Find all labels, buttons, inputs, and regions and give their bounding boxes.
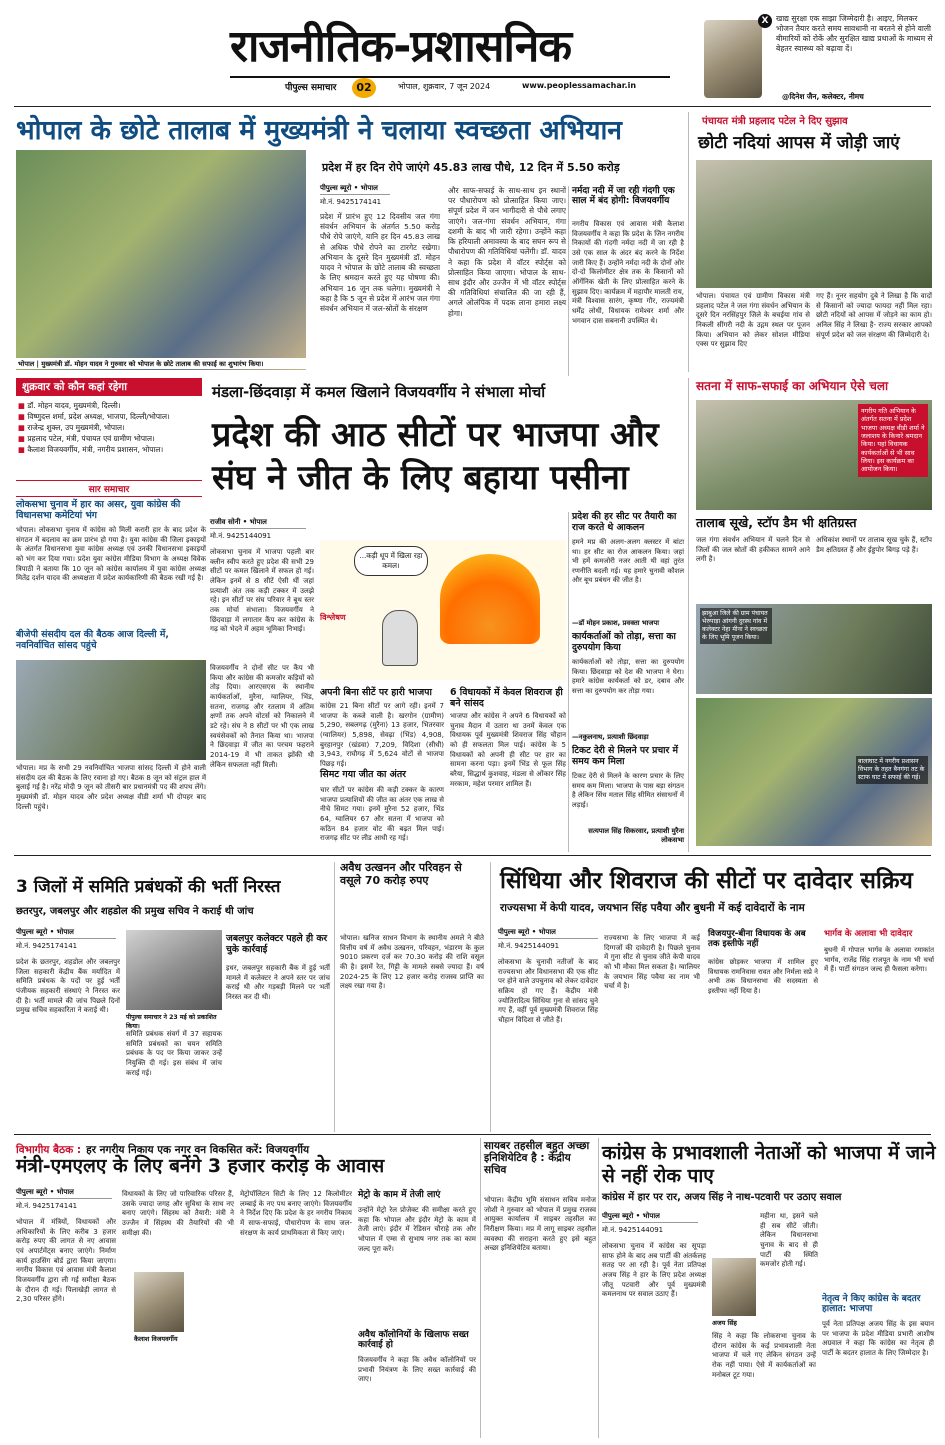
dam-col2: अधिकांश स्थानों पर तालाब सूख चुके हैं, स्टॉप डैम क्षतिग्रस्त हैं और ईड्डपोर बिगड़ पड़े हैं।: [816, 536, 932, 554]
sanchi-text: भोपाल। केंद्रीय भूमि संसाधन सचिव मनोज जोशी ने गुरुवार को भोपाल में प्रमुख राजस्व आयुक्त कार्यालय में साइबर तहसील का निरीक्षण किया। मप्र में लागू साइबर तहसील व्यवस्था की सराहना करते हुए इसे बहुत अच्छा इनिशियेटिव बताया।: [484, 1196, 596, 1253]
sar-samachar-title: सार समाचार: [16, 480, 202, 497]
main-byline: राजीव सोनी • भोपाल: [210, 518, 306, 529]
mining-headline: अवैध उत्खनन और परिवहन से वसूले 70 करोड़ रुपए: [340, 861, 462, 887]
dam-headline: तालाब सूखे, स्टॉप डैम भी क्षतिग्रस्त: [696, 515, 857, 530]
eight-head2: सिमट गया जीत का अंतर: [320, 769, 406, 780]
eight-text1: कांग्रेस 21 बिना सीटों पर आगे रही। इनमें 7 भाजपा के कब्जे वाली है। खरगोन (ग्रामीण) 5,290, सबलगढ़ (मुरैना) 13 हजार, भितरवार (ग्वालियर) 5,898, सेवढ़ा (भिंड) 4,908, बुरहानपुर (खंडवा) 7,209, विदिशा (सीधी) 3,943, राघौगढ़ में 5,624 वोटों से भाजपा पिछड़ गई।: [320, 702, 444, 768]
meeting-col4-text: उन्होंने मेट्रो रेल प्रोजेक्ट की समीक्षा करते हुए कहा कि भोपाल और इंदौर मेट्रो के काम में तेजी लाएं। इंदौर में रेडिसन चौराहे तक और भोपाल में एम्स से सुभाष नगर तक का काम जल्द पूरा करें।: [358, 1206, 476, 1253]
scindia-box2-text: बुधनी में गोपाल भार्गव के अलावा रमाकांत भार्गव, राजेंद्र सिंह राजपूत के नाम भी चर्चा में हैं। पार्टी संगठन जल्द ही फैसला करेगा।: [824, 946, 934, 974]
main-col2: विजयवर्गीय ने दोनों सीट पर कैंप भी किया और कांग्रेस की कमजोर कड़ियों को तोड़ दिया। आरएसएस के स्थानीय कार्यकर्ताओं, मुरैना, ग्वालियर, भिंड, सतना, राजगढ़ और रतलाम में अंतिम क्षणों तक अपने वोटर्स को निकालने में डटे रहे। संघ ने 8 सीटों पर भी एक लाख स्वयंसेवकों को तैनात किया था। भाजपा ने छिंदवाड़ा में जीत का परचम फहराने 2014-19 में भी ताकत झोंकी थी लेकिन सफलता नहीं मिली।: [210, 664, 314, 769]
rss-quote1: —डॉ मोहन प्रकाश, प्रवक्ता भाजपा: [572, 619, 660, 627]
congress-byline: पीपुल्स ब्यूरो • भोपाल: [602, 1212, 698, 1223]
dam-caption2: बालाघाट में नगरीय प्रशासन विभाग के तहत बैनगंगा तट के स्टाफ घाट में सफाई की गई।: [856, 756, 928, 784]
scindia-mobile: मो.नं. 9425144091: [498, 942, 560, 950]
main-col1: लोकसभा चुनाव में भाजपा पहली बार क्लीन स्वीप करते हुए प्रदेश की सभी 29 सीटों पर कमल खिलाने में सफल हो गई। लेकिन इनमें से 8 सीटें ऐसी थीं जहां प्रत्याशी अंत तक कड़ी टक्कर में उलझे रहे। इन सीटों पर संघ परिवार ने बूथ स्तर तक मोर्चा संभाला। विजयवर्गीय ने छिंदवाड़ा में लगातार कैंप कर कांग्रेस के गढ़ को भेदने में अहम भूमिका निभाई।: [210, 548, 314, 634]
meeting-col3: मेट्रोपॉलिटन सिटी के लिए 12 किलोमीटर लम्बाई के नए पथ बनाए जाएंगे। विजयवर्गीय ने निर्देश दिए कि प्रदेश के हर नगरीय निकाय में साफ-सफाई, पौधारोपण के साथ जल-संरक्षण के कार्य प्राथमिकता से किए जाएं।: [240, 1190, 352, 1237]
eight-text2: चार सीटों पर कांग्रेस की कड़ी टक्कर के कारण भाजपा प्रत्याशियों की जीत का अंतर एक लाख से नीचे सिमट गया। इनमें मुरैना 52 हजार, भिंड 64, ग्वालियर 67 और सतना में भाजपा को कठिन 84 हजार वोट की बढ़त मिल पाई। राजगढ़ सीट पर लीड आधी रह गई।: [320, 786, 444, 843]
masthead-rule: [230, 76, 670, 78]
rss-quote2: —नकुलनाथ, प्रत्याशी छिंदवाड़ा: [572, 733, 649, 741]
paper-name: पीपुल्स समाचार: [285, 83, 337, 93]
scindia-subhead: राज्यसभा में केपी यादव, जयभान सिंह पवैया और बुधनी में कई दावेदारों के नाम: [500, 902, 805, 914]
masthead: [0, 0, 945, 105]
narmada-headline: नर्मदा नदी में जा रही गंदगी एक साल में बंद होगी: विजयवर्गीय: [572, 186, 675, 207]
story1-photo: [16, 150, 306, 370]
scindia-headline: सिंधिया और शिवराज की सीटों पर दावेदार सक्रिय: [500, 868, 913, 894]
sar-item2-photo: [16, 660, 206, 760]
tweet-box: [686, 8, 938, 100]
patel-headline: छोटी नदियां आपस में जोड़ी जाएं: [698, 133, 900, 153]
meeting-kicker-red: विभागीय बैठक :: [16, 1144, 82, 1156]
x-logo-icon: X: [758, 14, 772, 28]
list-item: ■ प्रहलाद पटेल, मंत्री, पंचायत एवं ग्रामीण भोपाल।: [18, 433, 208, 444]
scindia-box-head: विजयपुर-बीना विधायक के अब तक इस्तीफे नहीं: [708, 929, 806, 949]
sar-item1-head: लोकसभा चुनाव में हार का असर, युवा कांग्रेस की विधानसभा कमेटियां भंग: [16, 499, 181, 521]
rss-text1: हमने मप्र की अलग-अलग क्लस्टर में बांटा था। हर सीट का रोज आकलन किया। जहां भी हमें कमजोरी नजर आती थी वहां तुरंत रणनीति बदली गई। यह हमारे चुनावी कौशल और बूथ प्रबंधन की जीत है।: [572, 538, 684, 585]
congress-box-text: पूर्व नेता प्रतिपक्ष अजय सिंह के इस बयान पर भाजपा के प्रदेश मीडिया प्रभारी आशीष अग्रवाल ने कहा कि कांग्रेस का नेतृत्व ही पार्टी के बदतर हालात के लिए जिम्मेदार है।: [822, 1320, 934, 1357]
friday-list: [18, 400, 208, 456]
dist-byline: पीपुल्स ब्यूरो • भोपाल: [16, 928, 116, 939]
main-kicker: मंडला-छिंदवाड़ा में कमल खिलाने विजयवर्गीय ने संभाला मोर्चा: [212, 383, 546, 401]
congress-headline: कांग्रेस के प्रभावशाली नेताओं को भाजपा में जाने से नहीं रोक पाए: [602, 1142, 936, 1187]
meeting-col5-text: विजयवर्गीय ने कहा कि अवैध कॉलोनियों पर प्रभावी नियंत्रण के लिए सख्त कार्रवाई की जाए।: [358, 1356, 476, 1384]
rss-head1: प्रदेश की हर सीट पर तैयारी का राज करते थे आकलन: [572, 511, 677, 533]
cartoon-label: विश्लेषण: [320, 613, 346, 622]
dist-mobile: मो.नं. 9425174141: [16, 942, 78, 950]
dateline: भोपाल, शुक्रवार, 7 जून 2024: [398, 82, 491, 91]
patel-kicker: पंचायत मंत्री प्रहलाद पटेल ने दिए सुझाव: [702, 116, 848, 127]
list-item: ■ विष्णुदत्त शर्मा, प्रदेश अध्यक्ष, भाजपा, दिल्ली/भोपाल।: [18, 411, 208, 422]
patel-col2: गए हैं। नूनर सहयोग दुबे ने लिखा है कि वादों से किसानों को ज्यादा फायदा नहीं मिल रहा। छोटी नदियों को आपस में जोड़ने का काम हो। अनिल सिंह ने लिखा है- राज्य सरकार आपको संपूर्ण प्रदेश को जल संरक्षण की जिम्मेदारी दे।: [816, 292, 932, 339]
congress-subhead: कांग्रेस में हार पर रार, अजय सिंह ने नाथ-पटवारी पर उठाए सवाल: [602, 1192, 842, 1203]
top-rule: [14, 106, 931, 107]
scindia-box-text: कांग्रेस छोड़कर भाजपा में शामिल हुए विधायक रामनिवास रावत और निर्मला सप्रे ने अभी तक विधानसभा की सदस्यता से इस्तीफा नहीं दिया है।: [708, 958, 818, 995]
congress-col3: महीना था, इसने चले ही सब सीटें जीती। लेकिन विधानसभा चुनाव के बाद से ही पार्टी की स्थिति कमजोर होती गई।: [760, 1212, 818, 1269]
story1-col1: प्रदेश में प्रारंभ हुए 12 दिवसीय जल गंगा संवर्धन अभियान के अंतर्गत 5.50 करोड़ पौधे रोपे जाएंगे, यानि हर दिन 45.83 लाख से अधिक पौधे रोपने का टारगेट रखेगा। अभियान के दूसरे दिन मुख्यमंत्री डॉ. मोहन यादव ने भोपाल के छोटे तालाब की स्वच्छता के लिए श्रमदान करते हुए यह घोषणा की। अभियान 16 जून तक चलेगा। मुख्यमंत्री ने कहा है कि 5 जून से प्रदेश में आरंभ जल गंगा संवर्धन अभियान में जल-स्रोतों के संरक्षण: [320, 212, 440, 313]
main-mobile: मो.नं. 9425144091: [210, 532, 272, 540]
dist-col1: प्रदेश के छतरपुर, शहडोल और जबलपुर जिला सहकारी केंद्रीय बैंक मर्यादित में समिति प्रबंधक के पदों पर हुई भर्ती पंजीयक सहकारी संस्थाएं ने निरस्त कर दी है। भर्ती मामले की जांच पिछले दिनों प्रमुख सचिव सहकारिता ने कराई थी।: [16, 958, 120, 1015]
dam-caption1: झाबुआ जिले की ग्राम पंचायत भेरुपाड़ा आंगनी दुरस्थ गांव में कलेक्टर नेहा मीना ने स्वच्छता के लिए भूमि पूजन किया।: [700, 608, 772, 644]
story1-col2: और साफ-सफाई के साथ-साथ इन स्थानों पर पौधारोपण को प्रोत्साहित किया जाए। संपूर्ण प्रदेश में जन भागीदारी से पौधे लगाए जाएंगे। जल-गंगा संवर्धन अभियान, गंगा दशमी के बाद भी जारी रहेगा। उन्होंने कहा कि हरियाली अमावस्या के बाद सघन रूप से पौधारोपण की गतिविधियां चलेंगी। डॉ. यादव ने कहा कि प्रदेश में वॉटर स्पोर्ट्स को प्रोत्साहित किया जाएगा। भोपाल के साथ-साथ इंदौर और उज्जैन में भी वॉटर स्पोर्ट्स की गतिविधियां संचालित की जा रही हैं, अगले ओलंपिक में पदक लाना हमारा लक्ष्य होगा।: [448, 186, 566, 318]
congress-col1: लोकसभा चुनाव में कांग्रेस का सूपड़ा साफ होने के बाद अब पार्टी की अंतर्कलह सतह पर आ रही है। पूर्व नेता प्रतिपक्ष अजय सिंह ने हार के लिए प्रदेश अध्यक्ष जीतू पटवारी और पूर्व मुख्यमंत्री कमलनाथ पर सवाल उठाए हैं।: [602, 1242, 706, 1299]
cartoon-figure: [382, 610, 418, 666]
cartoon: [320, 540, 566, 680]
tweet-text: खाद्य सुरक्षा एक साझा जिम्मेदारी है। आइए, मिलकर भोजन तैयार करते समय सावधानी ना बरतने से होने वाली बीमारियों को रोकें और सुरक्षित खाद्य प्रथाओं के माध्यम से बेहतर स्वास्थ्य को बढ़ावा दें।: [776, 14, 933, 54]
rss-head3: टिकट देरी से मिलने पर प्रचार में समय कम मिला: [572, 745, 678, 767]
story1-photo-caption: भोपाल | मुख्यमंत्री डॉ. मोहन यादव ने गुरुवार को भोपाल के छोटे तालाब की सफाई का शुभारंभ किया।: [16, 358, 306, 369]
cartoon-bubble: ...कड़ी धूप में खिला रहा कमल।: [354, 546, 428, 576]
satna-headline: सतना में साफ-सफाई का अभियान ऐसे चला: [696, 379, 889, 393]
dist-side-text: इधर, जबलपुर सहकारी बैंक में हुई भर्ती मामले में कलेक्टर ने अपने स्तर पर जांच कराई थी और गड़बड़ी मिलने पर भर्ती निरस्त कर दी थी।: [226, 964, 330, 1001]
story1-mobile: मो.नं. 9425174141: [320, 198, 382, 206]
meeting-col1: भोपाल में मंत्रियों, विधायकों और अधिकारियों के लिए करीब 3 हजार करोड़ रुपए की लागत से नए आवास एवं अपार्टमेंट्स बनाए जाएंगे। निर्माण कार्य हाउसिंग बोर्ड द्वारा किया जाएगा। नगरीय विकास एवं आवास मंत्री कैलाश विजयवर्गीय द्वारा ली गई समीक्षा बैठक के दौरान दी गई। पिलाखेड़ी लागत से 2,30 परिसर होंगे।: [16, 1218, 116, 1304]
narmada-text: नगरीय विकास एवं आवास मंत्री कैलाश विजयवर्गीय ने कहा कि प्रदेश के जिन नगरीय निकायों की गंदगी नर्मदा नदी में जा रही है उसे एक साल के अंदर बंद करने के निर्देश जारी किए हैं। उन्होंने नर्मदा नदी के दोनों ओर दो-दो किलोमीटर क्षेत्र तक के किसानों को ऑर्गेनिक खेती के लिए प्रोत्साहित करने के सुझाव दिए। कार्यक्रम में महापौर मालती राय, मंत्री विश्वास सारंग, कृष्णा गौर, राज्यमंत्री धर्मेंद्र लोधी, विधायक रामेश्वर शर्मा और भगवान दास सबनानी उपस्थित थे।: [572, 220, 685, 325]
rss-quote3: सत्यपाल सिंह सिकरवार, प्रत्याशी मुरैना लोकसभा: [588, 827, 684, 844]
meeting-photo-caption: कैलाश विजयवर्गीय: [134, 1335, 178, 1343]
meeting-col2: विधायकों के लिए जो पारिवारिक परिसर हैं, उसके ज्यादा जगह और सुविधा के साथ नए बनाए जाएंगे। सिंहस्थ को तैयारी: मंत्री ने उज्जैन में सिंहस्थ की तैयारियों की भी समीक्षा की।: [122, 1190, 234, 1237]
dist-headline: 3 जिलों में समिति प्रबंधकों की भर्ती निरस्त: [16, 877, 281, 897]
list-item: ■ कैलाश विजयवर्गीय, मंत्री, नगरीय प्रशासन, भोपाल।: [18, 444, 208, 455]
meeting-byline: पीपुल्स ब्यूरो • भोपाल: [16, 1188, 112, 1199]
friday-box-title: शुक्रवार को कौन कहां रहेगा: [16, 378, 202, 396]
dist-subhead: छतरपुर, जबलपुर और शहडोल की प्रमुख सचिव ने कराई थी जांच: [16, 906, 254, 917]
tweet-author: @दिनेश जैन, कलेक्टर, नीमच: [782, 92, 864, 101]
sar-item2-head: बीजेपी संसदीय दल की बैठक आज दिल्ली में, नवनिर्वाचित सांसद पहुंचे: [16, 629, 169, 651]
congress-mobile: मो.नं. 9425144091: [602, 1226, 664, 1234]
story1-byline: पीपुल्स ब्यूरो • भोपाल: [320, 184, 390, 195]
scindia-box2-head: भार्गव के अलावा भी दावेदार: [824, 929, 913, 939]
patel-col1: भोपाल। पंचायत एवं ग्रामीण विकास मंत्री प्रहलाद पटेल ने जल गंगा संवर्धन अभियान के दूसरे दिन नरसिंहपुर जिले के बचईया गांव से निकली सींगरी नदी के उद्गम स्थल पर पूजन किया। अभियान को लेकर सोशल मीडिया एक्स पर सुझाव दिए: [696, 292, 810, 349]
rss-text2: कार्यकर्ताओं को तोड़ा, सत्ता का दुरुपयोग किया। छिंदवाड़ा को देश की भाजपा ने घेरा। हमारे कांग्रेस कार्यकर्ता को डर, दबाव और सत्ता का दुरुपयोग कर तोड़ा गया।: [572, 658, 684, 695]
congress-photo: [712, 1258, 756, 1316]
congress-photo-caption: अजय सिंह: [712, 1319, 737, 1327]
scindia-byline: पीपुल्स ब्यूरो • भोपाल: [498, 928, 598, 939]
scindia-col2: राज्यसभा के लिए भाजपा में कई दिग्गजों की दावेदारी है। पिछले चुनाव में गुना सीट से चुनाव जीते केपी यादव को भी मौका मिल सकता है। ग्वालियर के जयभान सिंह पवैया का नाम भी चर्चा में है।: [604, 934, 700, 991]
website-link[interactable]: www.peoplessamachar.in: [522, 81, 637, 90]
scindia-col1: लोकसभा के चुनावी नतीजों के बाद राज्यसभा और विधानसभा की एक सीट पर होने वाले उपचुनाव को लेकर दावेदार सक्रिय हो गए हैं। केंद्रीय मंत्री ज्योतिरादित्य सिंधिया गुना से सांसद चुने गए हैं, वहीं पूर्व मुख्यमंत्री शिवराज सिंह चौहान विदिशा से जीते हैं।: [498, 958, 598, 1024]
patel-photo: [696, 160, 932, 288]
mining-text: भोपाल। खनिज साधन विभाग के स्थानीय अमले ने बीते वित्तीय वर्ष में अवैध उत्खनन, परिवहन, भंडारण के कुल 9010 प्रकरण दर्ज कर 70.30 करोड़ की राशि वसूल की है। इसमें रेत, गिट्टी के मामले सबसे ज्यादा हैं। वर्ष 2024-25 के लिए 12 हजार करोड़ राजस्व प्राप्ति का लक्ष्य रखा गया है।: [340, 934, 484, 991]
eight-head1: अपनी बिना सीटें पर हारी भाजपा: [320, 687, 432, 698]
story1-subhead: प्रदेश में हर दिन रोपे जाएंगे 45.83 लाख पौधे, 12 दिन में 5.50 करोड़: [322, 161, 620, 174]
rss-head2: कार्यकर्ताओं को तोड़ा, सत्ता का दुरुपयोग किया: [572, 631, 676, 653]
dist-clipping: [126, 930, 222, 1010]
meeting-kicker: हर नगरीय निकाय एक नगर वन विकसित करें: विजयवर्गीय: [86, 1144, 310, 1156]
meeting-col5-head: अवैध कॉलोनियों के खिलाफ सख्त कार्रवाई हो: [358, 1330, 469, 1351]
section-title: राजनीतिक-प्रशासनिक: [230, 21, 572, 72]
congress-col2: सिंह ने कहा कि लोकसभा चुनाव के दौरान कांग्रेस के कई प्रभावशाली नेता भाजपा में चले गए लेकिन संगठन उन्हें रोक नहीं पाया। ऐसे में कार्यकर्ताओं का मनोबल टूट गया।: [712, 1332, 816, 1379]
congress-box-head: नेतृत्व ने किए कांग्रेस के बदतर हालात: भाजपा: [822, 1294, 921, 1315]
dist-side-head: जबलपुर कलेक्टर पहले ही कर चुके कार्रवाई: [226, 933, 328, 955]
sar-item1-text: भोपाल। लोकसभा चुनाव में कांग्रेस को मिली करारी हार के बाद प्रदेश के संगठन में बदलाव का क्रम प्रारंभ हो गया है। युवा कांग्रेस की जिला इकाइयों के अंतर्गत विधानसभा युवा कांग्रेस अध्यक्ष एवं उनकी विधानसभा इकाइयों को भंग कर दिया गया। प्रदेश युवा कांग्रेस मीडिया विभाग के अध्यक्ष विवेक त्रिपाठी ने बताया कि 10 जून को कांग्रेस कार्यालय में युवा कांग्रेस अध्यक्ष मितेंद्र दर्शन यादव की अध्यक्षता में प्रदेश कार्यकारिणी की बैठक रखी गई है।: [16, 526, 206, 583]
lotus-icon: [440, 554, 540, 644]
main-headline: प्रदेश की आठ सीटों पर भाजपा और संघ ने जीत के लिए बहाया पसीना: [212, 415, 659, 498]
dam-col1: जल गंगा संवर्धन अभियान में चलने दिन से जिलों की जल स्रोतों की हकीकत सामने आने लगी है।: [696, 536, 810, 564]
sanchi-headline: सायबर तहसील बहुत अच्छा इनिशियेटिव है : केंद्रीय सचिव: [484, 1140, 590, 1177]
eight-head3: 6 विधायकों में केवल शिवराज ही बने सांसद: [450, 687, 563, 709]
meeting-mobile: मो.नं. 9425174141: [16, 1202, 78, 1210]
author-avatar: [704, 20, 762, 98]
dist-col2: समिति प्रबंधक संवर्ग में 37 सहायक समिति प्रबंधकों का चयन समिति प्रबंधक के पद पर किया जाकर उन्हें नियुक्ति दी गई। इस संबंध में जांच कराई गई।: [126, 1030, 222, 1077]
meeting-col4-head: मेट्रो के काम में तेजी लाएं: [358, 1190, 441, 1200]
sar-item2-text: भोपाल। मप्र के सभी 29 नवनिर्वाचित भाजपा सांसद दिल्ली में होने वाली संसदीय दल की बैठक के लिए रवाना हो गए। बैठक 8 जून को संट्रल हाल में बुलाई गई है। नरेंद्र मोदी 9 जून को तीसरी बार प्रधानमंत्री पद की शपथ लेंगे। मुख्यमंत्री डॉ. मोहन यादव और प्रदेश अध्यक्ष वीडी शर्मा भी दोपहर बाद दिल्ली पहुंचे।: [16, 764, 206, 811]
list-item: ■ डॉ. मोहन यादव, मुख्यमंत्री, दिल्ली।: [18, 400, 208, 411]
satna-caption: नगरीय गति अभियान के अंतर्गत सतना में प्रदेश भाजपा अध्यक्ष वीडी शर्मा ने जलाशय के किनारे श्रमदान किया। यहां विधायक कार्यकर्ताओं से भी साथ लिया। इस कार्यक्रम का आयोजन किया।: [858, 404, 928, 477]
eight-text3: भाजपा और कांग्रेस ने अपने 6 विधायकों को चुनाव मैदान में उतारा था उनमें केवल एक विधायक पूर्व मुख्यमंत्री शिवराज सिंह चौहान को ही सफलता मिल पाई। कांग्रेस के 5 विधायकों को अपनी ही सीट पर हार का सामना करना पड़ा। इनमें भिंड से फूल सिंह बरैया, सिद्धार्थ कुशवाह, मंडला से ओंकार सिंह मरकाम, महेश परमार शामिल हैं।: [450, 712, 566, 788]
page-number: 02: [352, 78, 376, 98]
meeting-headline: मंत्री-एमएलए के लिए बनेंगे 3 हजार करोड़ के आवास: [16, 1155, 385, 1177]
meeting-photo: [134, 1272, 184, 1332]
story1-headline: भोपाल के छोटे तालाब में मुख्यमंत्री ने चलाया स्वच्छता अभियान: [16, 115, 623, 146]
list-item: ■ राजेन्द्र शुक्ल, उप मुख्यमंत्री, भोपाल।: [18, 422, 208, 433]
rss-text3: टिकट देरी से मिलने के कारण प्रचार के लिए समय कम मिला। भाजपा के पास बड़ा संगठन है लेकिन सिंध मताल सिंह सीमित संसाधनों में लड़ाई।: [572, 772, 684, 809]
dist-clip-caption: पीपुल्स समाचार ने 23 मई को प्रकाशित किया।: [126, 1014, 217, 1030]
